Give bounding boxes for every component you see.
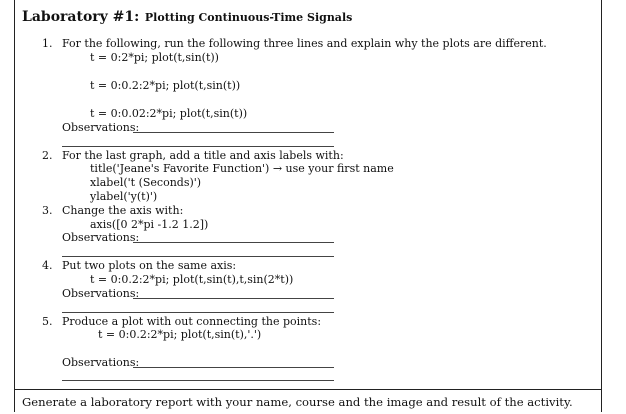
observations-label: Observations: (62, 287, 140, 300)
page-title (22, 6, 352, 25)
item-text: Change the axis with: (62, 204, 184, 217)
footer-instruction: Generate a laboratory report with your name, course and the image and result of the activity. (22, 395, 573, 409)
observation-blank[interactable] (133, 132, 334, 133)
code-line: t = 0:0.2:2*pi; plot(t,sin(t),t,sin(2*t)) (90, 273, 294, 286)
code-line: xlabel('t (Seconds)') (90, 176, 202, 189)
item-number: 1. (42, 37, 53, 50)
item-number: 3. (42, 204, 53, 217)
code-line: axis([0 2*pi -1.2 1.2]) (90, 218, 209, 231)
code-line: t = 0:0.2:2*pi; plot(t,sin(t),'.') (98, 328, 262, 341)
code-line: t = 0:0.02:2*pi; plot(t,sin(t)) (90, 107, 248, 120)
item-text: For the last graph, add a title and axis labels with: (62, 149, 344, 162)
item-number: 2. (42, 149, 53, 162)
code-line: title('Jeane's Favorite Function') → use your first name (90, 162, 394, 175)
observations-label: Observations: (62, 356, 140, 369)
item-text: Put two plots on the same axis: (62, 259, 237, 272)
item-number: 4. (42, 259, 53, 272)
observation-blank[interactable] (133, 298, 334, 299)
footer-divider (14, 389, 602, 390)
observation-blank[interactable] (133, 367, 334, 368)
item-text: Produce a plot with out connecting the points: (62, 315, 322, 328)
observation-blank[interactable] (133, 242, 334, 243)
title-text: Plotting Continuous-Time Signals (144, 11, 353, 24)
observations-label: Observations: (62, 231, 140, 244)
item-text: For the following, run the following three lines and explain why the plots are different. (62, 37, 547, 50)
observation-blank[interactable] (62, 146, 334, 147)
title-lab-number: Laboratory #1: (22, 9, 140, 25)
observation-blank[interactable] (62, 380, 334, 381)
observation-blank[interactable] (62, 312, 334, 313)
item-number: 5. (42, 315, 53, 328)
code-line: t = 0:0.2:2*pi; plot(t,sin(t)) (90, 79, 241, 92)
observation-blank[interactable] (62, 256, 334, 257)
observations-label: Observations: (62, 121, 140, 134)
code-line: ylabel('y(t)') (90, 190, 158, 203)
code-line: t = 0:2*pi; plot(t,sin(t)) (90, 51, 219, 64)
